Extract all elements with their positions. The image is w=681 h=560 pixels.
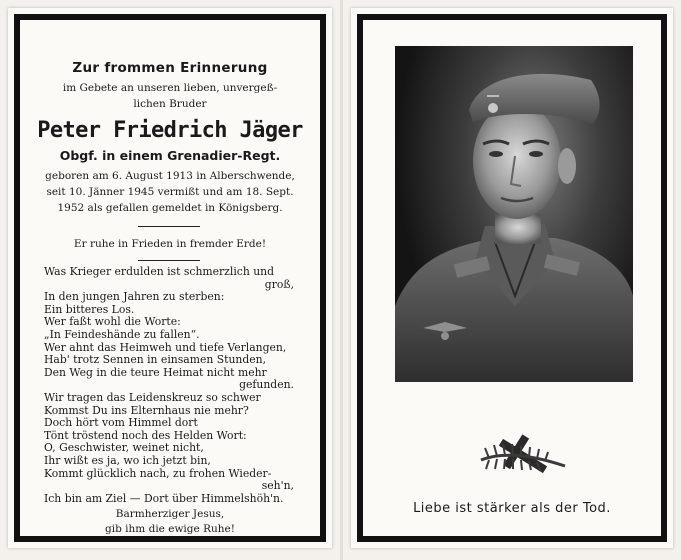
poem-line: Wer faßt wohl die Worte: bbox=[44, 315, 181, 329]
bio-line-1: geboren am 6. August 1913 in Alberschwende, bbox=[45, 170, 295, 182]
rest-in-peace-line: Er ruhe in Frieden in fremder Erde! bbox=[73, 238, 267, 250]
poem-line: gefunden. bbox=[239, 378, 294, 392]
poem-line: O, Geschwister, weinet nicht, bbox=[44, 441, 204, 455]
poem-line: Hab' trotz Sennen in einsamen Stunden, bbox=[44, 353, 267, 367]
poem-line: Wer ahnt das Heimweh und tiefe Verlangen, bbox=[44, 340, 287, 354]
poem-line: Ein bitteres Los. bbox=[44, 302, 135, 316]
poem-line: In den jungen Jahren zu sterben: bbox=[44, 290, 225, 304]
poem-line: Ich bin am Ziel — Dort über Himmelshöh'n. bbox=[44, 491, 284, 505]
card-fold bbox=[340, 0, 343, 560]
card-header: Zur frommen Erinnerung bbox=[72, 60, 268, 76]
poem-line: Doch hört vom Himmel dort bbox=[44, 416, 198, 430]
memorial-poem bbox=[44, 266, 294, 505]
poem-line: Ihr wißt es ja, wo ich jetzt bin, bbox=[44, 453, 211, 467]
card-subheader-line-2: lichen Bruder bbox=[133, 98, 207, 110]
poem-line: Kommt glücklich nach, zu frohen Wieder- bbox=[44, 466, 272, 480]
poem-line: Wir tragen das Leidenskreuz so schwer bbox=[44, 390, 261, 404]
card-subheader-line-1: im Gebete an unseren lieben, unvergeß- bbox=[62, 82, 278, 94]
poem-line: Was Krieger erdulden ist schmerzlich und bbox=[44, 265, 275, 278]
divider-rule bbox=[138, 226, 200, 227]
poem-line: „In Feindeshände zu fallen“. bbox=[44, 327, 200, 341]
divider-rule bbox=[138, 260, 200, 261]
portrait-illustration bbox=[395, 46, 633, 382]
deceased-name: Peter Friedrich Jäger bbox=[37, 118, 303, 143]
soldier-portrait-photo bbox=[395, 46, 633, 382]
closing-prayer-line-1: Barmherziger Jesus, bbox=[115, 508, 225, 520]
military-rank: Obgf. in einem Grenadier-Regt. bbox=[59, 148, 281, 163]
motto-text: Liebe ist stärker als der Tod. bbox=[413, 501, 611, 516]
cross-and-palm-emblem bbox=[475, 426, 571, 486]
poem-line: Kommst Du ins Elternhaus nie mehr? bbox=[44, 403, 249, 417]
bio-line-3: 1952 als gefallen gemeldet in Königsberg. bbox=[57, 202, 283, 214]
poem-line: groß, bbox=[264, 277, 294, 291]
poem-line: Den Weg in die teure Heimat nicht mehr bbox=[44, 365, 267, 379]
bio-line-2: seit 10. Jänner 1945 vermißt und am 18. Sept. bbox=[46, 186, 294, 198]
closing-prayer-line-2: gib ihm die ewige Ruhe! bbox=[105, 523, 235, 535]
card-text-block bbox=[20, 20, 320, 536]
poem-line: seh'n, bbox=[261, 479, 294, 493]
memorial-card-right-page bbox=[351, 8, 673, 548]
poem-line: Tönt tröstend noch des Helden Wort: bbox=[44, 428, 247, 442]
memorial-card-left-page bbox=[8, 8, 332, 548]
